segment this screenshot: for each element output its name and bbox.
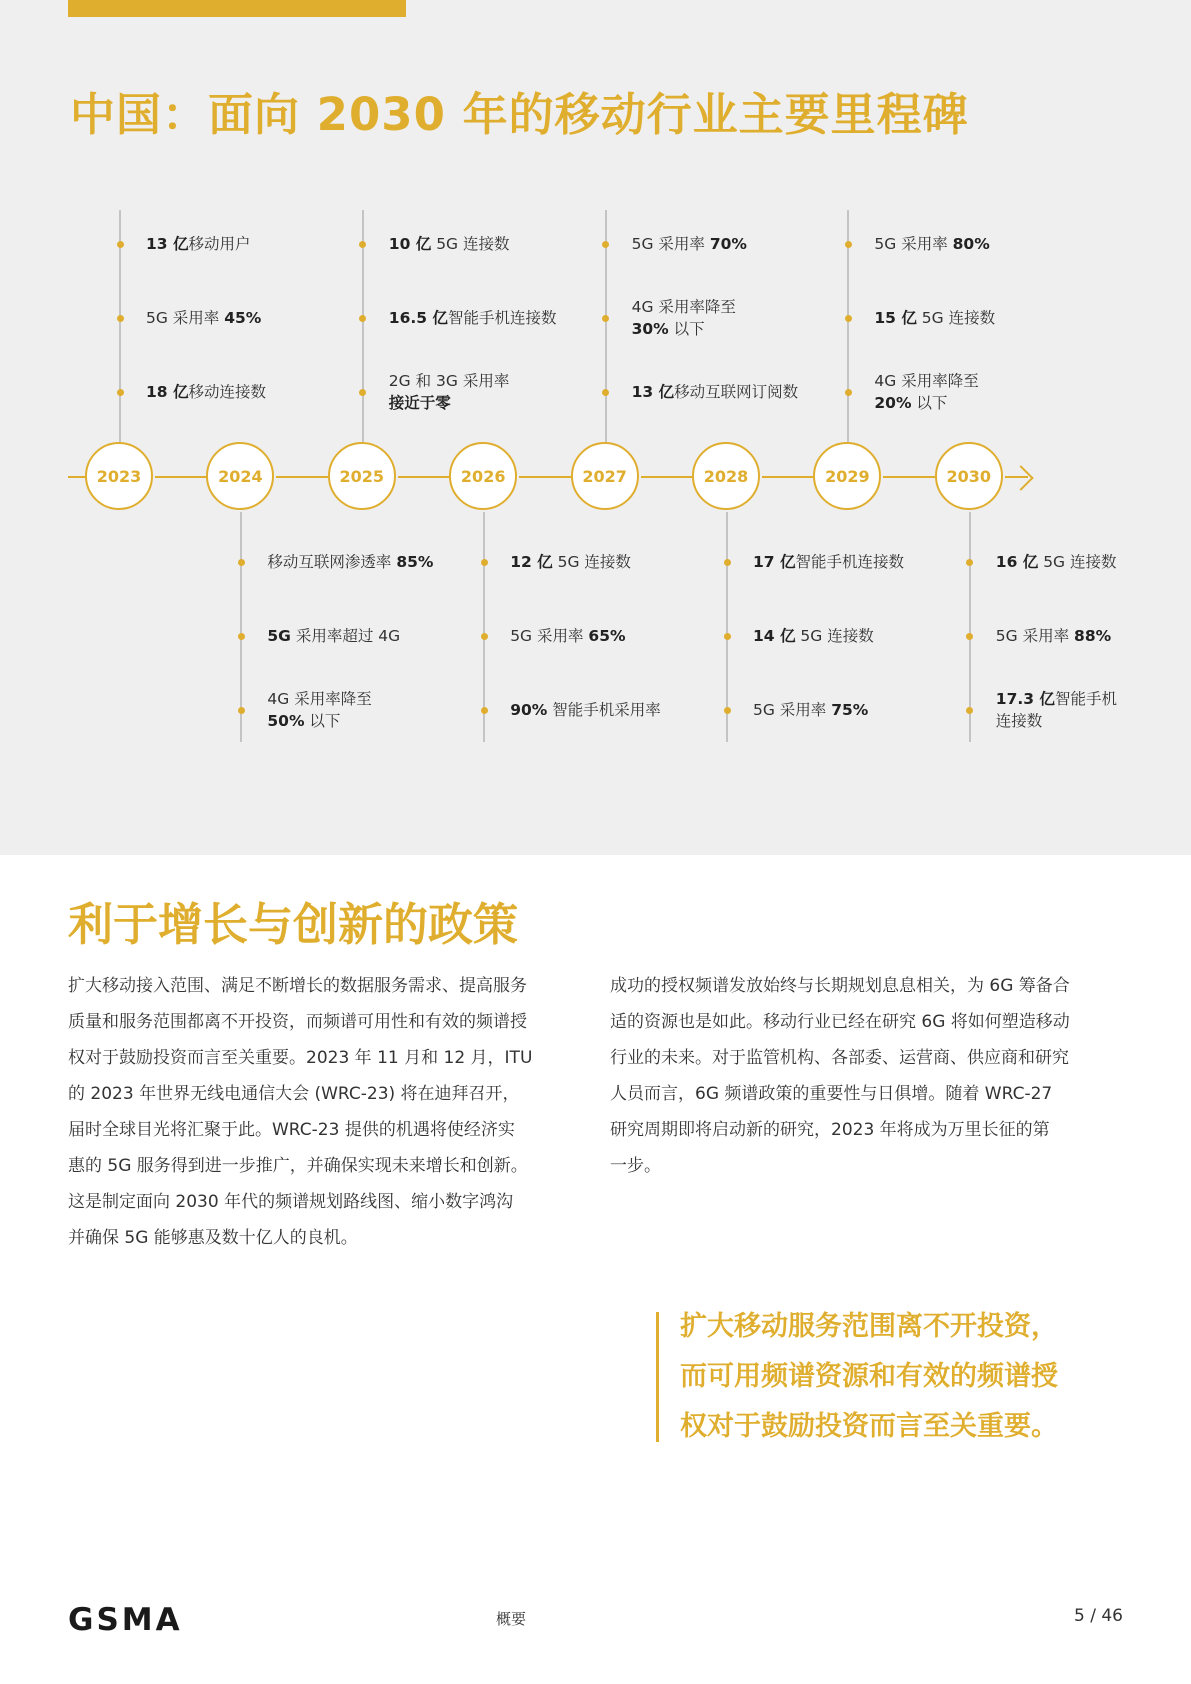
year-node-2025: 2025 (328, 442, 396, 510)
milestone-figure: 10 亿 (388, 235, 432, 253)
milestone-line (996, 551, 1117, 573)
year-node-2029: 2029 (813, 442, 881, 510)
timeline-axis-segment (155, 476, 206, 478)
milestone-figure: 88% (1074, 627, 1112, 645)
milestone-label: 5G 采用率 (631, 235, 710, 253)
milestone-text (632, 381, 798, 403)
milestone-line (510, 699, 661, 721)
milestone-dot (359, 315, 366, 322)
milestone-figure: 90% (510, 701, 548, 719)
milestone-text (632, 233, 747, 255)
milestone-figure: 13 亿 (631, 383, 675, 401)
milestone-line (874, 233, 989, 255)
body-line: 惠的 5G 服务得到进一步推广，并确保实现未来增长和创新。 (68, 1156, 528, 1176)
milestone-label: 5G 连接数 (552, 553, 631, 571)
milestone-dot (238, 707, 245, 714)
logo-letter: G (68, 1602, 95, 1638)
timeline-axis-segment (398, 476, 449, 478)
milestone-label: 以下 (911, 394, 948, 412)
milestone-label: 4G 采用率降至 (631, 298, 736, 316)
timeline-axis-start (68, 476, 85, 478)
timeline-axis-segment (883, 476, 934, 478)
milestone-figure: 17.3 亿 (995, 690, 1055, 708)
milestone-line (753, 625, 874, 647)
logo-letter: S (96, 1602, 120, 1638)
milestone-text (146, 307, 261, 329)
milestone-text (510, 551, 631, 573)
milestone-text (632, 296, 736, 340)
milestone-line (874, 370, 978, 392)
milestone-figure: 20% (874, 394, 912, 412)
milestone-line (632, 318, 736, 340)
milestone-label: 以下 (304, 712, 341, 730)
milestone-label: 5G 采用率 (510, 627, 589, 645)
milestone-dot (966, 559, 973, 566)
milestone-line (267, 551, 433, 573)
milestone-dot (845, 315, 852, 322)
pull-quote (680, 1302, 1120, 1452)
milestone-text (267, 625, 400, 647)
milestone-label: 移动用户 (188, 235, 251, 253)
milestone-text (874, 370, 978, 414)
milestone-label: 智能手机 (1054, 690, 1117, 708)
body-line: 扩大移动接入范围、满足不断增长的数据服务需求、提高服务 (68, 976, 527, 996)
milestone-figure: 16.5 亿 (388, 309, 448, 327)
body-line: 届时全球目光将汇聚于此。WRC-23 提供的机遇将使经济实 (68, 1120, 515, 1140)
timeline-axis-segment (762, 476, 813, 478)
milestone-label: 移动互联网订阅数 (674, 383, 799, 401)
milestone-line (510, 625, 625, 647)
page-title: 中国：面向 2030 年的移动行业主要里程碑 (70, 88, 969, 141)
milestone-label: 5G 连接数 (1038, 553, 1117, 571)
gsma-logo (68, 1604, 181, 1636)
milestone-dot (359, 241, 366, 248)
quote-rule (656, 1312, 659, 1442)
milestone-dot (845, 389, 852, 396)
milestone-figure: 45% (224, 309, 262, 327)
milestone-line (267, 625, 400, 647)
footer-section-label: 概要 (496, 1610, 527, 1628)
milestone-dot (117, 241, 124, 248)
milestone-label: 智能手机采用率 (547, 701, 661, 719)
milestone-text (996, 625, 1111, 647)
body-line: 并确保 5G 能够惠及数十亿人的良机。 (68, 1228, 358, 1248)
milestone-figure: 80% (952, 235, 990, 253)
milestone-line (874, 307, 995, 329)
body-line: 权对于鼓励投资而言至关重要。2023 年 11 月和 12 月，ITU (68, 1048, 533, 1068)
timeline-arrow-icon (1008, 465, 1033, 490)
body-line: 的 2023 年世界无线电通信大会 (WRC-23) 将在迪拜召开， (68, 1084, 520, 1104)
milestone-line (996, 710, 1117, 732)
milestone-line (874, 392, 978, 414)
milestone-line (389, 307, 557, 329)
milestone-dot (724, 707, 731, 714)
body-line: 成功的授权频谱发放始终与长期规划息息相关，为 6G 筹备合 (610, 976, 1070, 996)
milestone-line (753, 699, 868, 721)
timeline-axis-segment (641, 476, 692, 478)
body-line: 这是制定面向 2030 年代的频谱规划路线图、缩小数字鸿沟 (68, 1192, 514, 1212)
milestone-text (874, 307, 995, 329)
milestone-dot (238, 633, 245, 640)
logo-letter: M (121, 1602, 154, 1638)
milestone-dot (238, 559, 245, 566)
milestone-label: 以下 (668, 320, 705, 338)
milestone-label: 5G 连接数 (795, 627, 874, 645)
milestone-line (389, 233, 510, 255)
body-line: 研究周期即将启动新的研究，2023 年将成为万里长征的第 (610, 1120, 1050, 1140)
milestone-dot (481, 633, 488, 640)
milestone-label: 5G 连接数 (431, 235, 510, 253)
milestone-line (510, 551, 631, 573)
milestone-dot (481, 707, 488, 714)
milestone-line (389, 370, 510, 392)
body-line: 行业的未来。对于监管机构、各部委、运营商、供应商和研究 (610, 1048, 1069, 1068)
milestone-dot (845, 241, 852, 248)
year-node-2027: 2027 (571, 442, 639, 510)
milestone-figure: 接近于零 (388, 394, 451, 412)
milestone-text (510, 625, 625, 647)
milestone-text (874, 233, 989, 255)
milestone-label: 采用率超过 4G (290, 627, 401, 645)
milestone-text (510, 699, 661, 721)
quote-line: 而可用频谱资源和有效的频谱授 (680, 1361, 1058, 1392)
body-text-left (68, 968, 588, 1256)
milestone-figure: 14 亿 (753, 627, 796, 645)
milestone-dot (724, 559, 731, 566)
milestone-dot (602, 315, 609, 322)
milestone-line (753, 551, 904, 573)
milestone-figure: 13 亿 (146, 235, 189, 253)
milestone-text (146, 381, 266, 403)
milestone-text (389, 307, 557, 329)
milestone-line (996, 625, 1111, 647)
milestone-text (389, 370, 510, 414)
milestone-line (267, 688, 371, 710)
milestone-dot (117, 315, 124, 322)
timeline-axis-segment (276, 476, 327, 478)
milestone-label: 2G 和 3G 采用率 (388, 372, 510, 390)
milestone-label: 移动连接数 (188, 383, 266, 401)
milestone-line (996, 688, 1117, 710)
milestone-figure: 85% (396, 553, 434, 571)
year-node-2023: 2023 (85, 442, 153, 510)
section-title: 利于增长与创新的政策 (68, 898, 519, 951)
milestone-label: 5G 采用率 (146, 309, 225, 327)
milestone-line (146, 233, 250, 255)
milestone-figure: 12 亿 (510, 553, 553, 571)
milestone-dot (602, 389, 609, 396)
milestone-text (146, 233, 250, 255)
milestone-dot (724, 633, 731, 640)
milestone-label: 5G 采用率 (753, 701, 832, 719)
milestone-figure: 50% (267, 712, 305, 730)
milestone-label: 5G 采用率 (995, 627, 1075, 645)
logo-letter: A (155, 1602, 181, 1638)
milestone-figure: 18 亿 (146, 383, 189, 401)
milestone-dot (481, 559, 488, 566)
milestone-label: 移动互联网渗透率 (267, 553, 397, 571)
page-number: 5 / 46 (1074, 1606, 1123, 1626)
milestone-label: 智能手机连接数 (795, 553, 904, 571)
milestone-line (146, 307, 261, 329)
milestone-line (146, 381, 266, 403)
milestone-text (267, 551, 433, 573)
milestone-text (753, 699, 868, 721)
year-node-2028: 2028 (692, 442, 760, 510)
milestone-line (632, 381, 798, 403)
milestone-label: 4G 采用率降至 (874, 372, 979, 390)
milestone-figure: 5G (267, 627, 291, 645)
milestone-text (753, 625, 874, 647)
quote-line: 权对于鼓励投资而言至关重要。 (680, 1411, 1058, 1442)
milestone-label: 4G 采用率降至 (267, 690, 372, 708)
timeline-axis-segment (519, 476, 570, 478)
milestone-label: 5G 连接数 (916, 309, 996, 327)
body-text-right (610, 968, 1130, 1184)
milestone-label: 智能手机连接数 (447, 309, 557, 327)
year-node-2026: 2026 (449, 442, 517, 510)
body-line: 质量和服务范围都离不开投资，而频谱可用性和有效的频谱授 (68, 1012, 527, 1032)
milestone-dot (966, 633, 973, 640)
milestone-figure: 70% (709, 235, 747, 253)
milestone-figure: 16 亿 (995, 553, 1039, 571)
milestone-dot (359, 389, 366, 396)
milestone-figure: 17 亿 (753, 553, 796, 571)
milestone-text (996, 551, 1117, 573)
milestone-line (267, 710, 371, 732)
body-line: 一步。 (610, 1156, 661, 1176)
body-line: 适的资源也是如此。移动行业已经在研究 6G 将如何塑造移动 (610, 1012, 1070, 1032)
milestone-dot (117, 389, 124, 396)
milestone-text (389, 233, 510, 255)
year-node-2030: 2030 (935, 442, 1003, 510)
milestone-label: 连接数 (995, 712, 1043, 730)
milestone-dot (966, 707, 973, 714)
milestone-figure: 75% (831, 701, 869, 719)
milestone-line (632, 296, 736, 318)
quote-line: 扩大移动服务范围离不开投资， (680, 1311, 1058, 1342)
milestone-line (632, 233, 747, 255)
milestone-line (389, 392, 510, 414)
milestone-dot (602, 241, 609, 248)
milestone-figure: 65% (588, 627, 626, 645)
year-node-2024: 2024 (206, 442, 274, 510)
milestone-text (267, 688, 371, 732)
milestone-text (753, 551, 904, 573)
body-line: 人员而言，6G 频谱政策的重要性与日俱增。随着 WRC-27 (610, 1084, 1053, 1104)
milestone-figure: 30% (631, 320, 669, 338)
milestone-figure: 15 亿 (874, 309, 917, 327)
milestone-text (996, 688, 1117, 732)
milestone-label: 5G 采用率 (874, 235, 953, 253)
